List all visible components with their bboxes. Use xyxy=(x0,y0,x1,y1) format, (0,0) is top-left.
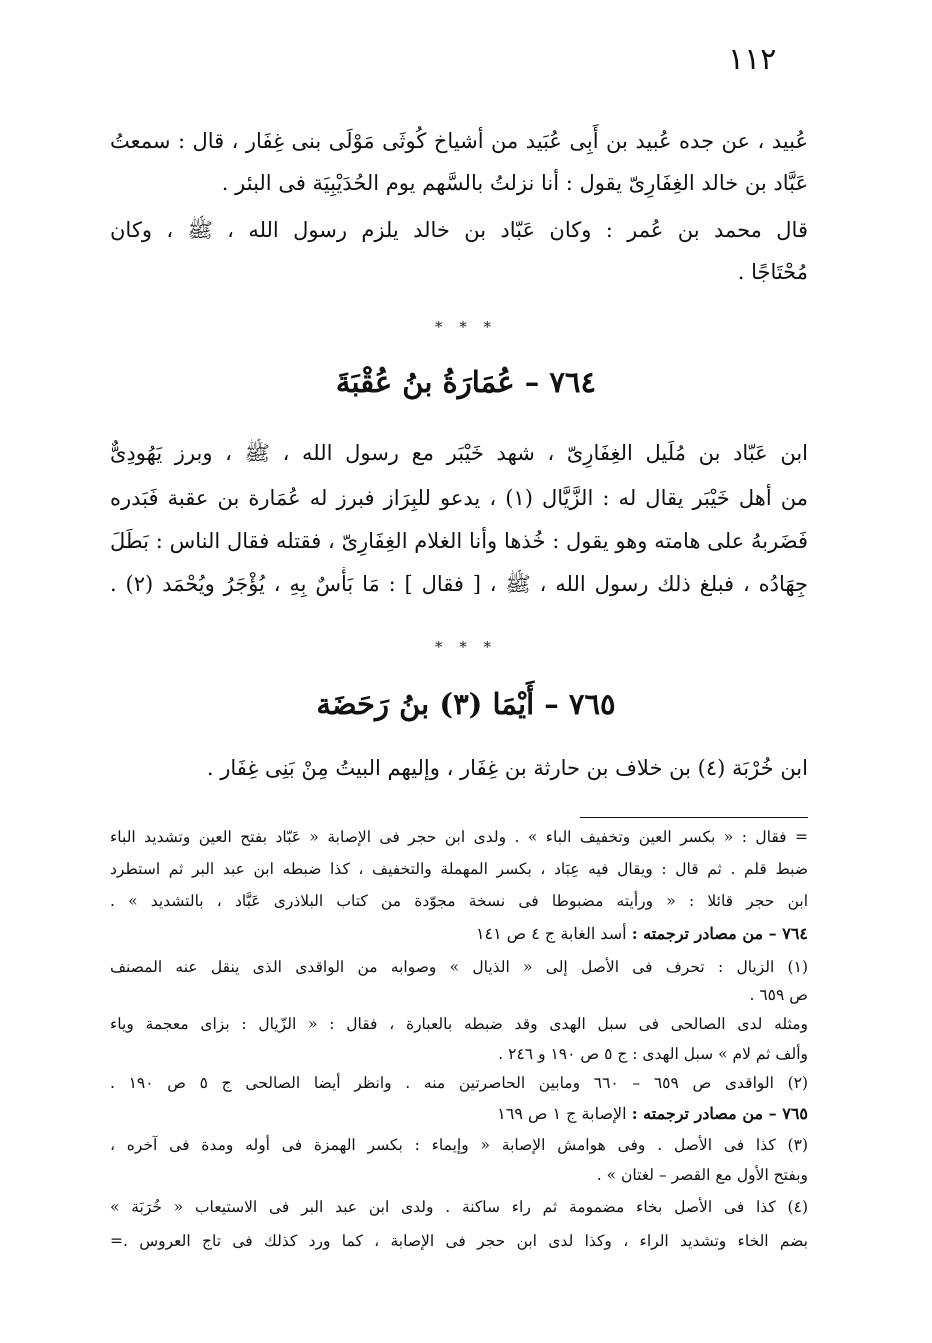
footnote-source-765 xyxy=(110,1102,808,1130)
source-text: الإصابة ج ١ ص ١٦٩ xyxy=(497,1104,632,1123)
footnote-line: = فقال : « بكسر العين وتخفيف الباء » . ولدى ابن حجر فى الإصابة « عَبّاد بفتح العين وتشديد الباء xyxy=(110,828,808,846)
source-text: أسد الغابة ج ٤ ص ١٤١ xyxy=(475,924,632,943)
footnote-line: (٢) الواقدى ص ٦٥٩ – ٦٦٠ ومابين الحاصرتين منه . وانظر أيضا الصالحى ج ٥ ص ١٩٠ . xyxy=(110,1074,808,1092)
footnote-separator xyxy=(580,817,808,818)
footnote-line: ضبط قلم . ثم قال : ويقال فيه عِبَاد ، بكسر المهملة والتخفيف ، كذا ضبطه ابن عبد البر ثم استطرد xyxy=(110,860,808,878)
body-line: ابن خُرْبَة (٤) بن خلاف بن حارثة بن غِفَار ، وإليهم البيتُ مِنْ بَنِى غِفَار . xyxy=(206,756,808,780)
footnote-line: ومثله لدى الصالحى فى سبل الهدى وقد ضبطه بالعبارة ، فقال : « الزّيال : بزاى معجمة وياء xyxy=(110,1015,808,1033)
footnote-line: بضم الخاء وتشديد الراء ، وكذا لدى ابن حجر فى الإصابة ، كما ورد كذلك فى تاج العروس .= xyxy=(110,1232,808,1250)
source-label: ٧٦٥ – من مصادر ترجمته : xyxy=(631,1104,808,1123)
footnote-line: وألف ثم لام » سبل الهدى : ج ٥ ص ١٩٠ و ٢٤٦ . xyxy=(498,1045,808,1063)
body-line: مُحْتَاجًا . xyxy=(737,260,808,284)
body-line: جِهَادُه ، فبلغ ذلك رسول الله ، ﷺ ، [ فقال ] : مَا بَأْسٌ بِهِ ، يُؤْجَرُ ويُحْمَد (٢) . xyxy=(110,572,808,596)
entry-heading-764: ٧٦٤ – عُمَارَةُ بنُ عُقْبَةَ xyxy=(335,365,597,399)
footnote-line: وبفتح الأول مع القصر – لغتان » . xyxy=(596,1166,808,1184)
section-divider: * * * xyxy=(434,638,498,656)
body-line: فَضَربهُ على هامته وهو يقول : خُذها وأنا الغلام الغِفَارِىّ ، فقتله فقال الناس : بَطَلَ xyxy=(110,529,808,553)
body-line: ابن عَبّاد بن مُلَيل الغِفَارِىّ ، شهد خَيْبَر مع رسول الله ، ﷺ ، وبرز يَهُودِىٌّ xyxy=(110,441,808,465)
body-line: عَبَّاد بن خالد الغِفَارِىّ يقول : أنا نزلتُ بالسَّهم يوم الحُدَيْبِيَة فى البئر . xyxy=(221,171,808,195)
body-line: من أهل خَيْبَر يقال له : الزَّيَّال (١) ، يدعو للبِرَاز فبرز له عُمَارة بن عقبة فَبَدره xyxy=(110,486,808,510)
source-label: ٧٦٤ – من مصادر ترجمته : xyxy=(631,924,808,943)
footnote-line: ص ٦٥٩ . xyxy=(749,986,808,1004)
body-line: قال محمد بن عُمر : وكان عَبّاد بن خالد يلزم رسول الله ، ﷺ ، وكان xyxy=(110,218,808,242)
footnote-line: (٣) كذا فى الأصل . وفى هوامش الإصابة « وإيماء : بكسر الهمزة فى أوله ومدة فى آخره ، xyxy=(110,1136,808,1154)
section-divider: * * * xyxy=(434,318,498,336)
entry-heading-765: ٧٦٥ – أَيْمَا (٣) بنُ رَحَضَة xyxy=(316,687,616,721)
footnote-source-764 xyxy=(110,922,808,950)
footnote-line: (٤) كذا فى الأصل بخاء مضمومة ثم راء ساكنة . ولدى ابن عبد البر فى الاستيعاب « خُرَبَة » xyxy=(110,1198,808,1216)
page-number: ١١٢ xyxy=(728,42,777,77)
body-line: عُبيد ، عن جده عُبيد بن أَبِى عُبَيد من أشياخ كُوثَى مَوْلَى بنى غِفَار ، قال : سمعتُ xyxy=(110,129,808,153)
footnote-line: ابن حجر قائلا : « ورأيته مضبوطا فى نسخة مجوّدة من كتاب البلاذرى عَبَّاد ، بالتشديد » . xyxy=(110,892,808,910)
footnote-line: (١) الزيال : تحرف فى الأصل إلى « الذيال » وصوابه من الواقدى الذى ينقل عنه المصنف xyxy=(110,958,808,976)
